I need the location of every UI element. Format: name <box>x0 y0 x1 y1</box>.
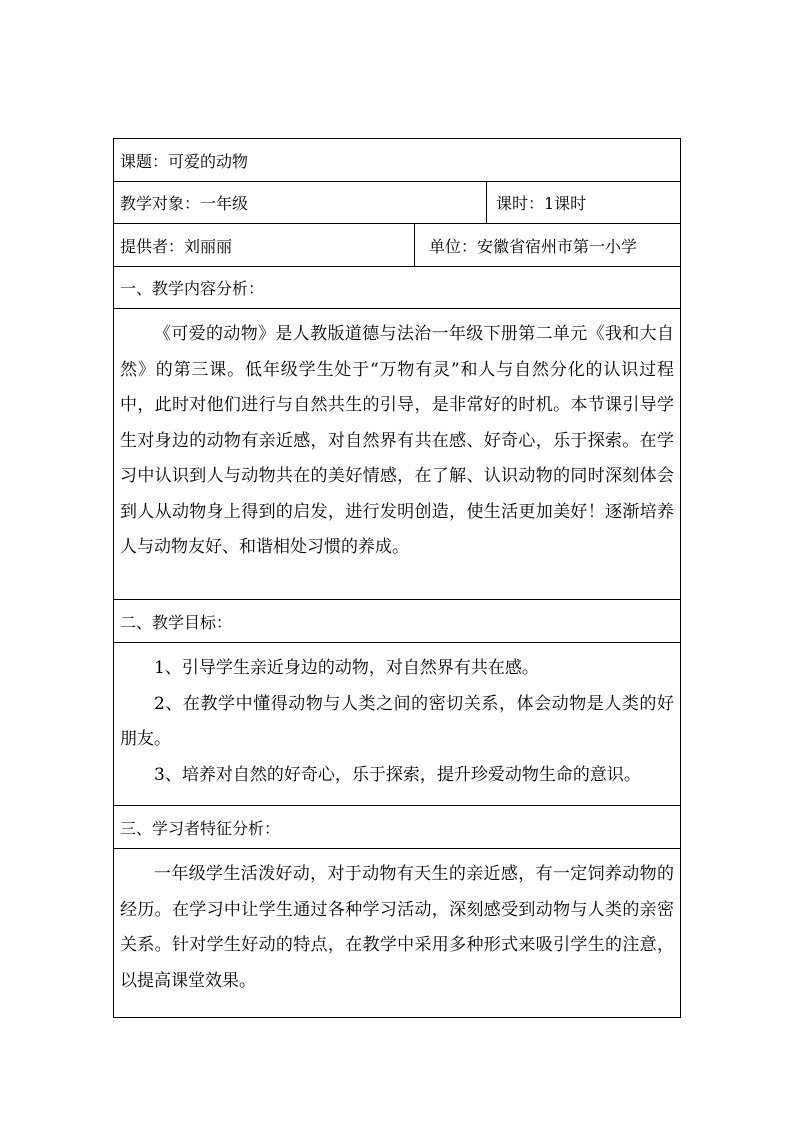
unit-cell: 单位：安徽省宿州市第一小学 <box>429 236 638 256</box>
learner-analysis-text: 一年级学生活泼好动，对于动物有天生的亲近感，有一定饲养动物的经历。在学习中让学生通过各种学习活动，深刻感受到动物与人类的亲密关系。针对学生好动的特点，在教学中采用多种形式来吸引学生的注意，以提高课堂效果。 <box>120 864 674 991</box>
content-heading-row <box>114 267 680 309</box>
goal-item: 2、在教学中懂得动物与人类之间的密切关系，体会动物是人类的好朋友。 <box>120 693 674 749</box>
content-analysis-text: 《可爱的动物》是人教版道德与法治一年级下册第二单元《我和大自然》的第三课。低年级学生处于“万物有灵”和人与自然分化的认识过程中，此时对他们进行与自然共生的引导，是非常好的时机。本节课引导学生对身边的动物有亲近感，对自然界有共在感、好奇心，乐于探索。在学习中认识到人与动物共在的美好情感，在了解、认识动物的同时深刻体会到人从动物身上得到的启发，进行发明创造，使生活更加美好！逐渐培养人与动物友好、和谐相处习惯的养成。 <box>120 324 674 557</box>
provider-cell: 提供者：刘丽丽 <box>120 236 233 256</box>
learner-heading: 三、学习者特征分析： <box>120 818 281 838</box>
goal-item: 3、培养对自然的好奇心，乐于探索，提升珍爱动物生命的意识。 <box>154 764 641 785</box>
learner-heading-row <box>114 806 680 849</box>
goals-body-row <box>114 643 680 806</box>
goals-list <box>120 651 674 793</box>
lesson-plan-table <box>113 138 681 1018</box>
learner-body-row <box>114 849 680 1017</box>
audience-row <box>114 182 680 224</box>
goals-heading-row <box>114 600 680 643</box>
duration-cell: 课时：1课时 <box>496 194 587 213</box>
provider-row <box>114 224 680 267</box>
goal-item: 1、引导学生亲近身边的动物，对自然界有共在感。 <box>154 658 539 678</box>
audience-cell: 教学对象：一年级 <box>120 194 249 213</box>
goals-heading: 二、教学目标： <box>120 612 233 632</box>
topic-row <box>114 139 680 182</box>
topic-cell: 课题：可爱的动物 <box>120 151 249 171</box>
content-heading: 一、教学内容分析： <box>120 279 265 298</box>
content-body-row <box>114 309 680 600</box>
